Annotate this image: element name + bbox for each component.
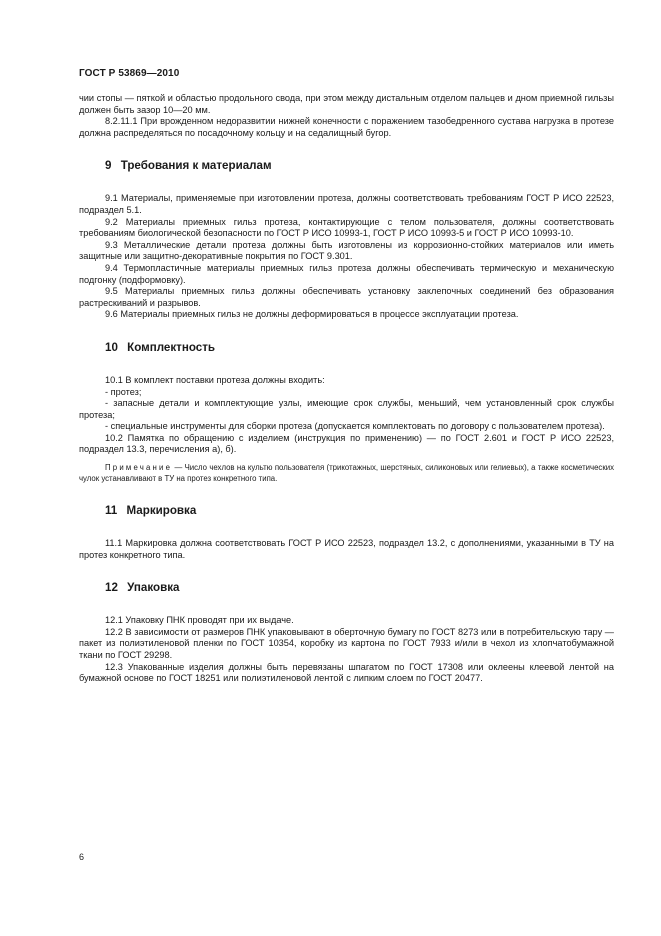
section-number: 9 xyxy=(105,159,112,173)
document-header: ГОСТ Р 53869—2010 xyxy=(79,68,180,79)
list-item: - запасные детали и комплектующие узлы, имеющие срок службы, меньший, чем установленный срок службы протеза; xyxy=(79,398,614,420)
section-number: 12 xyxy=(105,581,118,595)
section-heading-marking xyxy=(79,504,614,518)
paragraph: 9.3 Металлические детали протеза должны быть изготовлены из коррозионно-стойких материалов или иметь защитные или защитно-декоративные покрытия по ГОСТ 9.301. xyxy=(79,239,614,262)
section-heading-materials xyxy=(79,159,614,173)
section-heading-packaging xyxy=(79,581,614,595)
intro-paragraph: чии стопы — пяткой и областью продольного свода, при этом между дистальным отделом пальцев и дном приемной гильзы должен быть зазор 10—20 мм. xyxy=(79,93,614,115)
paragraph: 12.2 В зависимости от размеров ПНК упаковывают в оберточную бумагу по ГОСТ 8273 или в потребительскую тару — пакет из полиэтиленовой пленки по ГОСТ 10354, коробку из картона по ГОСТ 7933 и/или в чехол из хлопчатобумажной ткани по ГОСТ 29298. xyxy=(79,626,614,661)
section-title: Упаковка xyxy=(127,581,180,595)
section-title: Требования к материалам xyxy=(120,159,272,173)
intro-paragraph: 8.2.11.1 При врожденном недоразвитии нижней конечности с поражением тазобедренного сустава нагрузка в протезе должна распределяться по посадочному кольцу и на седалищный бугор. xyxy=(79,116,614,138)
paragraph: 9.2 Материалы приемных гильз протеза, контактирующие с телом пользователя, должны соответствовать требованиям биологической безопасности по ГОСТ Р ИСО 10993-1, ГОСТ Р ИСО 10993-5 и ГОСТ Р ИСО 10993-10. xyxy=(79,216,614,239)
section-title: Маркировка xyxy=(126,504,197,518)
paragraph: 10.2 Памятка по обращению с изделием (инструкция по применению) — по ГОСТ 2.601 и ГОСТ Р ИСО 22523, подраздел 13.3, перечисления а), б). xyxy=(79,432,614,455)
list-item: - специальные инструменты для сборки протеза (допускается комплектовать по договору с пользователем протеза). xyxy=(105,421,605,432)
note xyxy=(79,462,614,484)
paragraph: 9.1 Материалы, применяемые при изготовлении протеза, должны соответствовать требованиям ГОСТ Р ИСО 22523, подраздел 5.1. xyxy=(79,193,614,215)
paragraph: 12.1 Упаковку ПНК проводят при их выдаче. xyxy=(105,615,294,626)
section-heading-completeness xyxy=(79,341,614,355)
section-number: 10 xyxy=(105,340,118,354)
list-item: - протез; xyxy=(105,386,142,397)
paragraph: 12.3 Упакованные изделия должны быть перевязаны шпагатом по ГОСТ 17308 или оклеены клеевой лентой на бумажной основе по ГОСТ 18251 или полиэтиленовой лентой с липким слоем по ГОСТ 20477. xyxy=(79,661,614,684)
page-content xyxy=(79,93,614,685)
paragraph: 11.1 Маркировка должна соответствовать ГОСТ Р ИСО 22523, подраздел 13.2, с дополнениями, указанными в ТУ на протез конкретного типа. xyxy=(79,538,614,560)
paragraph: 10.1 В комплект поставки протеза должны входить: xyxy=(105,374,325,385)
paragraph: 9.4 Термопластичные материалы приемных гильз протеза должны обеспечивать термическую и механическую подгонку (подформовку). xyxy=(79,262,614,285)
note-label: Примечание xyxy=(105,463,173,473)
paragraph: 9.6 Материалы приемных гильз не должны деформироваться в процессе эксплуатации протеза. xyxy=(105,309,519,320)
page-number: 6 xyxy=(79,852,85,862)
paragraph: 9.5 Материалы приемных гильз должны обеспечивать установку заклепочных соединений без образования растрескиваний и разрывов. xyxy=(79,286,614,308)
note-text: — Число чехлов на культю пользователя (трикотажных, шерстяных, силиконовых или гелиевых), а также косметических чулок устанавливают в ТУ на протез конкретного типа. xyxy=(79,463,614,484)
section-title: Комплектность xyxy=(127,340,216,354)
section-number: 11 xyxy=(105,504,118,518)
